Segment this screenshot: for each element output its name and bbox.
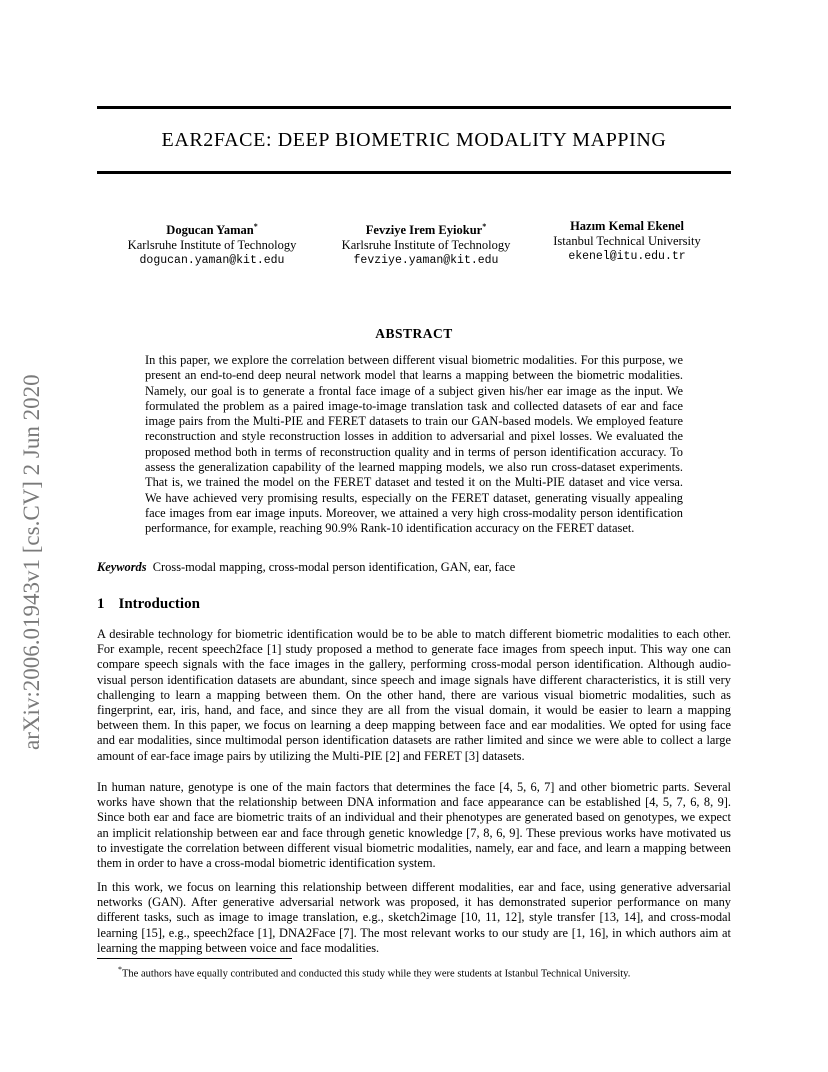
section-heading bbox=[97, 596, 200, 613]
author-2 bbox=[326, 219, 526, 268]
footnote-rule bbox=[97, 958, 292, 959]
author-email[interactable]: fevziye.yaman@kit.edu bbox=[353, 254, 499, 268]
footnote-mark: * bbox=[118, 965, 122, 974]
keywords-list: Cross-modal mapping, cross-modal person identification, GAN, ear, face bbox=[152, 560, 516, 574]
footnote-text: The authors have equally contributed and conducted this study while they were students at Istanbul Technical University. bbox=[122, 968, 631, 980]
author-email[interactable]: ekenel@itu.edu.tr bbox=[568, 250, 686, 263]
abstract-heading: ABSTRACT bbox=[375, 326, 453, 341]
author-name: Fevziye Irem Eyiokur* bbox=[365, 222, 487, 238]
arxiv-stamp bbox=[17, 294, 47, 750]
intro-paragraph-3: In this work, we focus on learning this relationship between different modalities, ear and face, using generative adversarial networks (GAN). After generative adversarial network was proposed, it has demonstrated superior performance on many different tasks, such as image to image translation, e.g., sketch2image [10, 11, 12], style transfer [13, 14], and cross-modal learning [15], e.g., speech2face [1], DNA2Face [7]. The most relevant works to our study are [1, 16], in which authors aim at learning the mapping between voice and face modalities. bbox=[97, 880, 731, 955]
author-affiliation: Karlsruhe Institute of Technology bbox=[341, 238, 511, 253]
keywords bbox=[97, 560, 731, 575]
author-affiliation: Istanbul Technical University bbox=[553, 234, 701, 248]
keywords-label: Keywords bbox=[97, 560, 147, 574]
author-3 bbox=[527, 219, 727, 264]
title-rule-top bbox=[97, 106, 731, 109]
title-rule-bottom bbox=[97, 171, 731, 174]
section-title: Introduction bbox=[118, 596, 200, 612]
section-number: 1 bbox=[97, 596, 105, 612]
intro-paragraph-1: A desirable technology for biometric identification would be to be able to match different biometric modalities to each other. For example, recent speech2face [1] study proposed a method to generate face images from speech input. This way one can compare speech signals with the face images in the gallery, performing cross-modal person identification. Although audio-visual person identification datasets are abundant, since speech and image signals have different characteristics, it is still very challenging to learn a mapping between them. On the other hand, there are various visual biometric modalities, such as fingerprint, ear, iris, hand, and face, and since they are all from the visual domain, it would be easier to learn a mapping between them. In this paper, we focus on learning a deep mapping between face and ear modalities. We opted for using face and ear modalities, since multimodal person identification datasets are rather limited and since we were able to collect a large amount of ear-face image pairs by utilizing the Multi-PIE [2] and FERET [3] datasets. bbox=[97, 627, 731, 763]
intro-paragraph-2: In human nature, genotype is one of the main factors that determines the face [4, 5, 6, 7] and other biometric parts. Several works have shown that the relationship between DNA information and face appearance can be established [4, 5, 7, 6, 8, 9]. Since both ear and face are biometric traits of an individual and their phenotypes are generated based on genotypes, we expect an implicit relationship between ear and face through genetic knowledge [7, 8, 6, 9]. These previous works have motivated us to investigate the correlation between different visual biometric modalities, namely, ear and face, and learn a mapping between them in order to have a cross-modal biometric identification system. bbox=[97, 780, 731, 871]
abstract-text: In this paper, we explore the correlation between different visual biometric modalities. For this purpose, we present an end-to-end deep neural network model that learns a mapping between the biometric modalities. Namely, our goal is to generate a frontal face image of a subject given his/her ear image as the input. We formulated the problem as a paired image-to-image translation task and collected datasets of ear and face image pairs from the Multi-PIE and FERET datasets to train our GAN-based models. We employed feature reconstruction and style reconstruction losses in addition to adversarial and pixel losses. We evaluated the proposed method both in terms of reconstruction quality and in terms of person identification accuracy. To assess the generalization capability of the learned mapping models, we also run cross-dataset experiments. That is, we trained the model on the FERET dataset and tested it on the Multi-PIE dataset and vice versa. We have achieved very promising results, especially on the FERET dataset, generating visually appealing face images from ear image inputs. Moreover, we attained a very high cross-modality person identification performance, for example, reaching 90.9% Rank-10 identification accuracy on the FERET dataset. bbox=[145, 353, 683, 536]
author-name: Dogucan Yaman* bbox=[166, 222, 258, 238]
author-1 bbox=[112, 219, 312, 268]
author-name: Hazım Kemal Ekenel bbox=[570, 219, 684, 233]
footnote bbox=[118, 963, 738, 981]
author-affiliation: Karlsruhe Institute of Technology bbox=[127, 238, 297, 253]
arxiv-identifier[interactable]: arXiv:2006.01943v1 [cs.CV] 2 Jun 2020 bbox=[19, 374, 44, 750]
paper-title: EAR2FACE: DEEP BIOMETRIC MODALITY MAPPING bbox=[161, 129, 667, 151]
author-email[interactable]: dogucan.yaman@kit.edu bbox=[139, 254, 285, 268]
